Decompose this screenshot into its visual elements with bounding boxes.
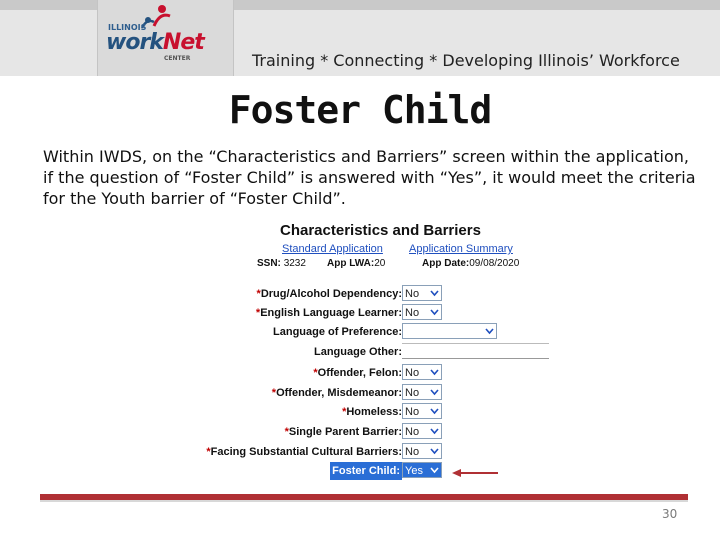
offender-misdemeanor-select[interactable] xyxy=(402,384,442,400)
field-row-homeless xyxy=(180,403,560,421)
chevron-down-icon xyxy=(429,445,440,457)
lwa-value: 20 xyxy=(374,258,386,269)
logo-worknet-text xyxy=(106,30,204,55)
homeless-select[interactable] xyxy=(402,403,442,419)
field-label-text: Foster Child: xyxy=(332,465,400,477)
offender-felon-select[interactable] xyxy=(402,364,442,380)
lwa-label: App LWA: xyxy=(327,258,375,269)
field-label-text: Drug/Alcohol Dependency: xyxy=(260,288,402,300)
logo-work-text: work xyxy=(106,30,163,55)
field-label-text: Homeless: xyxy=(346,406,402,418)
field-label xyxy=(342,403,402,421)
field-row-offender-felon xyxy=(180,364,560,382)
field-row-language-preference xyxy=(180,323,560,341)
language-preference-select[interactable] xyxy=(402,323,497,339)
app-date-value: 09/08/2020 xyxy=(469,258,520,269)
app-date-meta xyxy=(422,258,519,269)
chevron-down-icon xyxy=(429,287,440,299)
app-page-title: Characteristics and Barriers xyxy=(280,222,481,239)
field-label xyxy=(314,343,402,361)
field-label-text: Offender, Felon: xyxy=(317,367,402,379)
field-label-text: English Language Learner: xyxy=(260,307,402,319)
field-row-single-parent xyxy=(180,423,560,441)
field-label-text: Language of Preference: xyxy=(273,326,402,338)
logo-center-text: CENTER xyxy=(164,55,191,62)
field-label xyxy=(273,323,402,341)
select-value: No xyxy=(405,307,420,319)
drug-alcohol-select[interactable] xyxy=(402,285,442,301)
footer-divider xyxy=(40,500,688,502)
language-other-input[interactable] xyxy=(402,343,549,359)
field-label xyxy=(257,285,402,303)
lwa-meta xyxy=(327,258,385,269)
arrow-left-icon xyxy=(452,468,500,478)
illinois-worknet-logo xyxy=(97,0,234,76)
page-number: 30 xyxy=(662,507,678,521)
field-row-language-other xyxy=(180,343,560,361)
required-marker: * xyxy=(342,406,347,418)
standard-application-link[interactable]: Standard Application xyxy=(282,243,383,255)
select-value: No xyxy=(405,426,420,438)
foster-child-select[interactable] xyxy=(402,462,442,478)
chevron-down-icon xyxy=(429,386,440,398)
header-tagline: Training * Connecting * Developing Illinois’ Workforce xyxy=(252,51,680,70)
chevron-down-icon xyxy=(484,325,495,337)
required-marker: * xyxy=(256,288,261,300)
field-label-text: Facing Substantial Cultural Barriers: xyxy=(210,446,402,458)
field-label xyxy=(272,384,402,402)
logo-illinois-text: ILLINOIS xyxy=(108,23,147,32)
chevron-down-icon xyxy=(429,464,440,476)
app-date-label: App Date: xyxy=(422,258,470,269)
field-label xyxy=(256,304,402,322)
ssn-value: 3232 xyxy=(283,258,306,269)
chevron-down-icon xyxy=(429,405,440,417)
application-summary-link[interactable]: Application Summary xyxy=(409,243,513,255)
select-value: No xyxy=(405,406,420,418)
header-banner xyxy=(0,0,720,76)
field-label-text: Language Other: xyxy=(313,346,402,358)
field-row-english-learner xyxy=(180,304,560,322)
select-value: No xyxy=(405,367,420,379)
field-row-foster-child xyxy=(180,462,560,480)
field-label xyxy=(313,364,402,382)
field-label xyxy=(330,462,402,480)
logo-net-text: Net xyxy=(162,30,204,55)
chevron-down-icon xyxy=(429,366,440,378)
required-marker: * xyxy=(206,446,211,458)
field-row-drug-alcohol xyxy=(180,285,560,303)
ssn-label: SSN: xyxy=(257,258,281,269)
slide-title: Foster Child xyxy=(228,88,492,132)
required-marker: * xyxy=(271,387,277,399)
field-row-cultural-barriers xyxy=(180,443,560,461)
field-label-text: Offender, Misdemeanor: xyxy=(276,387,402,399)
slide-body-text: Within IWDS, on the “Characteristics and Barriers” screen within the application, if the question of “Foster Child” is answered with “Yes”, it would meet the criteria for the Youth barrier of “Foster Child”. xyxy=(43,147,696,208)
chevron-down-icon xyxy=(429,306,440,318)
required-marker: * xyxy=(255,307,261,319)
ssn-meta xyxy=(257,258,306,269)
field-row-offender-misdemeanor xyxy=(180,384,560,402)
select-value: Yes xyxy=(405,465,423,477)
required-marker: * xyxy=(284,426,289,438)
select-value: No xyxy=(405,446,420,458)
single-parent-select[interactable] xyxy=(402,423,442,439)
select-value: No xyxy=(405,387,420,399)
characteristics-barriers-screenshot xyxy=(180,216,560,486)
field-label-text: Single Parent Barrier: xyxy=(288,426,402,438)
english-learner-select[interactable] xyxy=(402,304,442,320)
select-value: No xyxy=(405,288,420,300)
required-marker: * xyxy=(313,367,318,379)
cultural-barriers-select[interactable] xyxy=(402,443,442,459)
field-label xyxy=(206,443,402,461)
chevron-down-icon xyxy=(429,425,440,437)
field-label xyxy=(285,423,402,441)
